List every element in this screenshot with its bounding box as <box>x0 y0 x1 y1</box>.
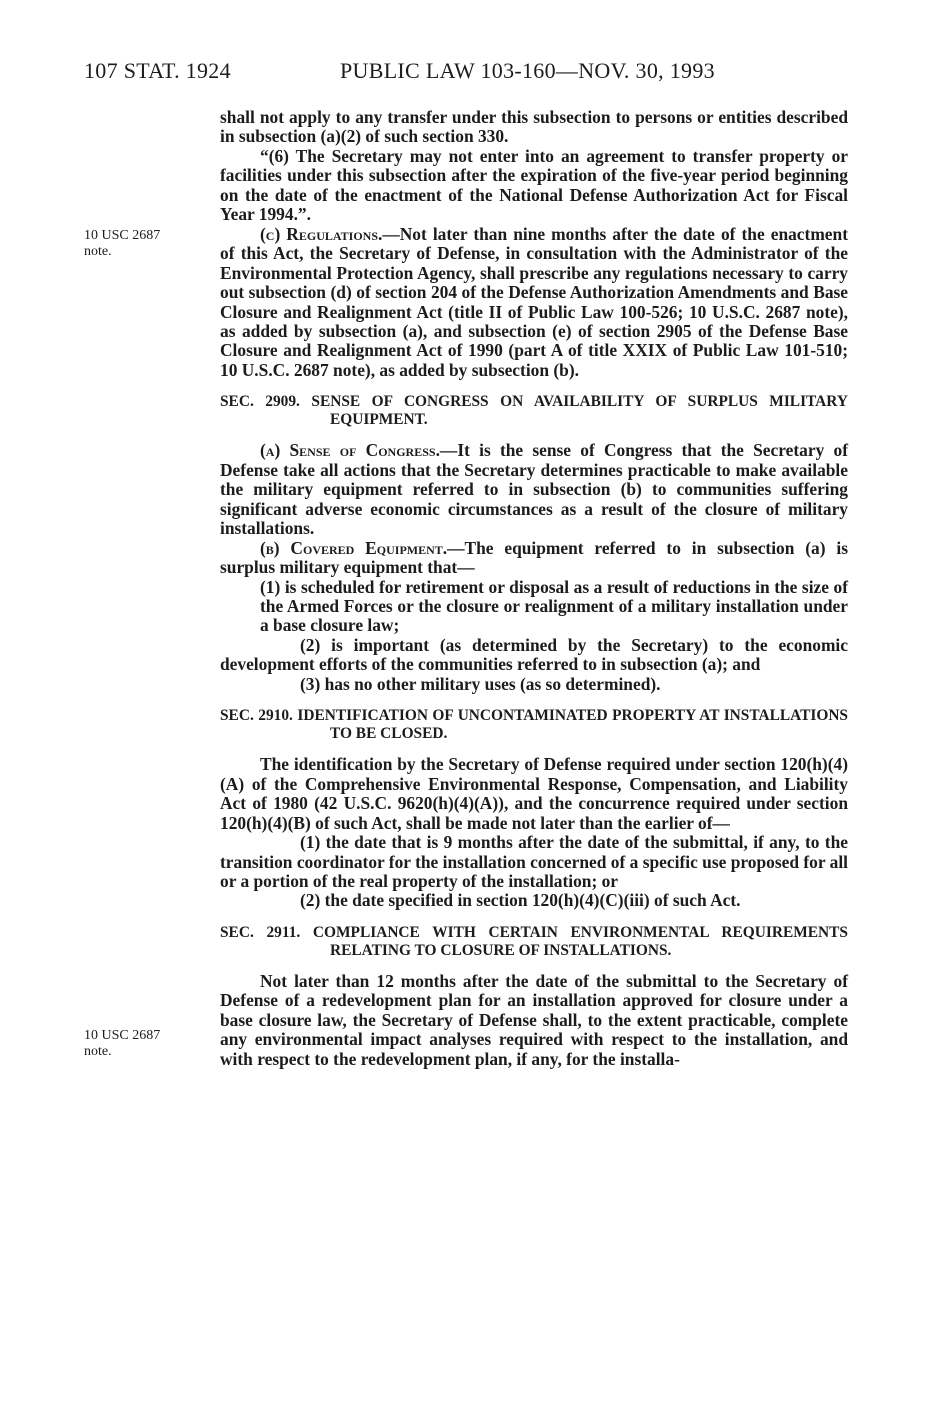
section-heading: SEC. 2910. IDENTIFICATION OF UNCONTAMINATED PROPERTY AT INSTALLATIONS TO BE CLOSED. <box>220 707 848 743</box>
page-reference: 107 STAT. 1924 <box>84 58 231 83</box>
margin-note-line: note. <box>84 244 112 259</box>
margin-note-citation <box>84 1028 194 1060</box>
paragraph: “(6) The Secretary may not enter into an agreement to transfer property or facilities under this subsection after the expiration of the five-year period beginning on the date of the enactment of the National Defense Authorization Act for Fiscal Year 1994.”. <box>220 145 848 225</box>
paragraph: Not later than 12 months after the date of the submittal to the Secretary of Defense of a redevelopment plan for an installation approved for closure under a base closure law, the Secretary of Defense shall, to the extent practicable, complete any environmental impact analyses required with respect to the installation, and with respect to the redevelopment plan, if any, for the installa- <box>220 970 848 1069</box>
list-item: (2) is important (as determined by the Secretary) to the economic development efforts of the communities referred to in subsection (a); and <box>220 634 848 675</box>
margin-note-citation <box>84 228 194 260</box>
margin-note-line: note. <box>84 1044 112 1059</box>
margin-note-line: 10 USC 2687 <box>84 228 161 243</box>
law-title-header: PUBLIC LAW 103-160—NOV. 30, 1993 <box>340 58 715 83</box>
paragraph: The identification by the Secretary of Defense required under section 120(h)(4)(A) of the Comprehensive Environmental Response, Compensation, and Liability Act of 1980 (42 U.S.C. 9620(h)(4)(A)), and the concurrence required under section 120(h)(4)(B) of such Act, shall be made not later than the earlier of— <box>220 754 848 833</box>
subsection-heading: (c) Regulations. <box>260 223 383 244</box>
section-heading: SEC. 2911. COMPLIANCE WITH CERTAIN ENVIRONMENTAL REQUIREMENTS RELATING TO CLOSURE OF INSTALLATIONS. <box>220 923 848 959</box>
subsection-heading: (a) Sense of Congress. <box>260 440 440 461</box>
margin-note-line: 10 USC 2687 <box>84 1028 161 1043</box>
paragraph <box>220 539 848 578</box>
statute-text <box>220 108 848 1069</box>
section-heading: SEC. 2909. SENSE OF CONGRESS ON AVAILABILITY OF SURPLUS MILITARY EQUIPMENT. <box>220 393 848 429</box>
paragraph-text: —Not later than nine months after the date of the enactment of this Act, the Secretary of Defense, in consultation with the Administrator of the Environmental Protection Agency, shall prescribe any regulations necessary to carry out subsection (d) of section 204 of the Defense Authorization Amendments and Base Closure and Realignment Act (title II of Public Law 100-526; 10 U.S.C. 2687 note), as added by subsection (a), and subsection (e) of section 2905 of the Defense Base Closure and Realignment Act of 1990 (part A of title XXIX of Public Law 101-510; 10 U.S.C. 2687 note), as added by subsection (b). <box>220 223 848 380</box>
paragraph <box>220 225 848 381</box>
paragraph-text: —The equipment referred to in subsection (a) is surplus military equipment that— <box>220 537 848 578</box>
list-item: (1) the date that is 9 months after the date of the submittal, if any, to the transition coordinator for the installation concerned of a specific use proposed for all or a portion of the real property of the installation; or <box>220 832 848 891</box>
paragraph <box>220 441 848 538</box>
list-item: (2) the date specified in section 120(h)(4)(C)(iii) of such Act. <box>300 890 741 911</box>
list-item: (3) has no other military uses (as so determined). <box>300 673 661 694</box>
subsection-heading: (b) Covered Equipment. <box>260 537 448 558</box>
paragraph-text: —It is the sense of Congress that the Secretary of Defense take all actions that the Secretary determines practicable to make available the military equipment referred to in subsection (b) to communities suffering significant adverse economic circumstances as a result of the closure of military installations. <box>220 440 848 539</box>
paragraph: shall not apply to any transfer under this subsection to persons or entities described in subsection (a)(2) of such section 330. <box>220 107 848 147</box>
list-item: (1) is scheduled for retirement or disposal as a result of reductions in the size of the Armed Forces or the closure or realignment of a military installation under a base closure law; <box>260 576 848 636</box>
